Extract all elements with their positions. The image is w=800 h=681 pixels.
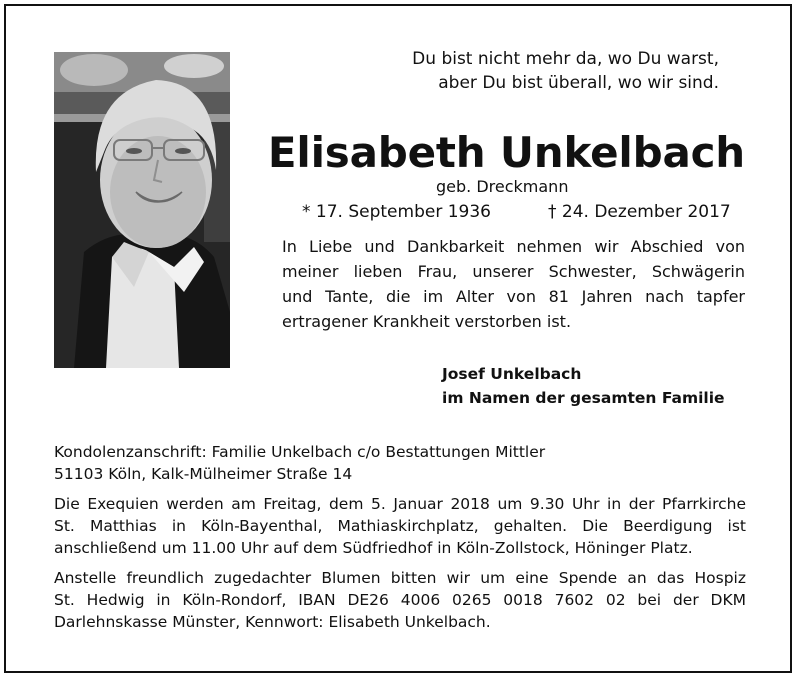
message-line: ertragener Krankheit verstorben ist. <box>282 312 572 331</box>
condolence-address <box>54 441 746 485</box>
donation-request <box>54 567 746 633</box>
condolence-line: Kondolenzanschrift: Familie Unkelbach c/o Bestattungen Mittler <box>54 443 546 461</box>
donation-line: Anstelle freundlich zugedachter Blumen bitten wir um eine Spende an das Hospiz <box>54 569 746 587</box>
donation-line: St. Hedwig in Köln-Rondorf, IBAN DE26 4006 0265 0018 7602 02 bei der DKM <box>54 591 746 609</box>
message-line: meiner lieben Frau, unserer Schwester, Schwägerin <box>282 262 745 281</box>
deceased-name: Elisabeth Unkelbach <box>267 128 745 177</box>
signature-family: im Namen der gesamten Familie <box>442 389 725 407</box>
signature-name: Josef Unkelbach <box>442 365 582 383</box>
service-details <box>54 493 746 559</box>
donation-line: Darlehnskasse Münster, Kennwort: Elisabeth Unkelbach. <box>54 613 491 631</box>
message-line: und Tante, die im Alter von 81 Jahren nach tapfer <box>282 287 745 306</box>
farewell-message <box>282 234 745 334</box>
quote-line-1: Du bist nicht mehr da, wo Du warst, <box>412 49 719 69</box>
quote-line-2: aber Du bist überall, wo wir sind. <box>438 73 719 93</box>
death-date: † 24. Dezember 2017 <box>548 202 731 222</box>
message-line: In Liebe und Dankbarkeit nehmen wir Abschied von <box>282 237 745 256</box>
service-line: anschließend um 11.00 Uhr auf dem Südfriedhof in Köln-Zollstock, Höninger Platz. <box>54 539 693 557</box>
birth-date: * 17. September 1936 <box>302 202 491 222</box>
service-line: Die Exequien werden am Freitag, dem 5. Januar 2018 um 9.30 Uhr in der Pfarrkirche <box>54 495 746 513</box>
condolence-line: 51103 Köln, Kalk-Mülheimer Straße 14 <box>54 465 353 483</box>
portrait-photo <box>54 52 230 368</box>
maiden-name: geb. Dreckmann <box>436 177 569 196</box>
service-line: St. Matthias in Köln-Bayenthal, Mathiaskirchplatz, gehalten. Die Beerdigung ist <box>54 517 746 535</box>
